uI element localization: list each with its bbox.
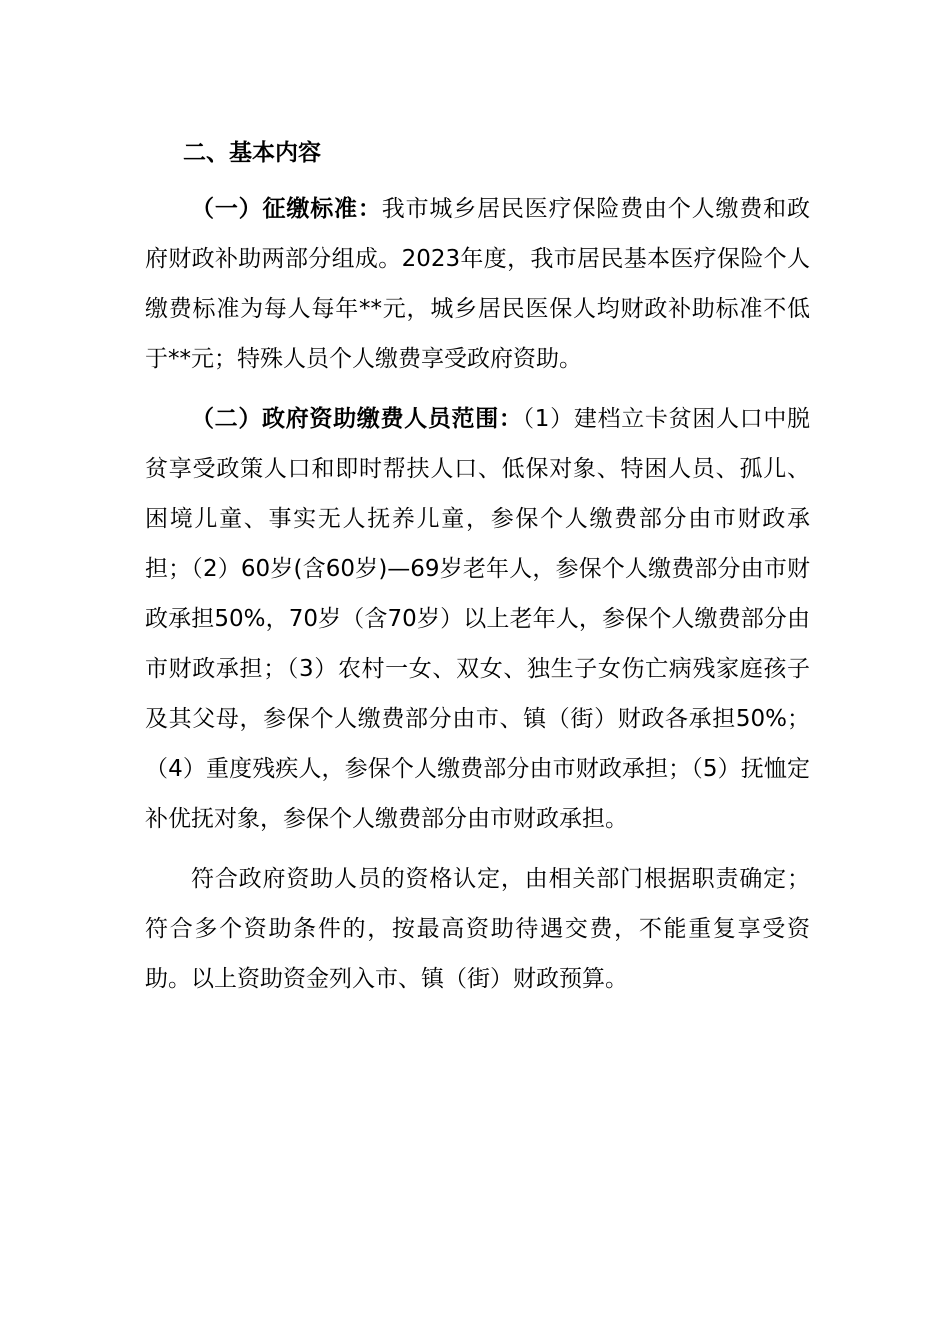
document-body [145,128,810,1004]
paragraph-collection-standard [145,184,810,384]
paragraph-lead: （二）政府资助缴费人员范围： [191,406,523,432]
paragraph-text: 符合政府资助人员的资格认定，由相关部门根据职责确定；符合多个资助条件的，按最高资助待遇交费，不能重复享受资助。以上资助资金列入市、镇（街）财政预算。 [145,866,810,992]
section-heading: 二、基本内容 [183,140,321,166]
paragraph-subsidy-scope [145,394,810,844]
paragraph-text: （1）建档立卡贫困人口中脱贫享受政策人口和即时帮扶人口、低保对象、特困人员、孤儿、困境儿童、事实无人抚养儿童，参保个人缴费部分由市财政承担；（2）60岁(含60岁)—69岁老年人，参保个人缴费部分由市财政承担50%，70岁（含70岁）以上老年人，参保个人缴费部分由市财政承担；（3）农村一女、双女、独生子女伤亡病残家庭孩子及其父母，参保个人缴费部分由市、镇（街）财政各承担50%；（4）重度残疾人，参保个人缴费部分由市财政承担；（5）抚恤定补优抚对象，参保个人缴费部分由市财政承担。 [145,406,811,832]
paragraph-lead: （一）征缴标准： [191,196,382,222]
paragraph-text: 我市城乡居民医疗保险费由个人缴费和政府财政补助两部分组成。2023年度，我市居民基本医疗保险个人缴费标准为每人每年**元，城乡居民医保人均财政补助标准不低于**元；特殊人员个人缴费享受政府资助。 [145,196,811,372]
paragraph-eligibility [145,854,810,1004]
